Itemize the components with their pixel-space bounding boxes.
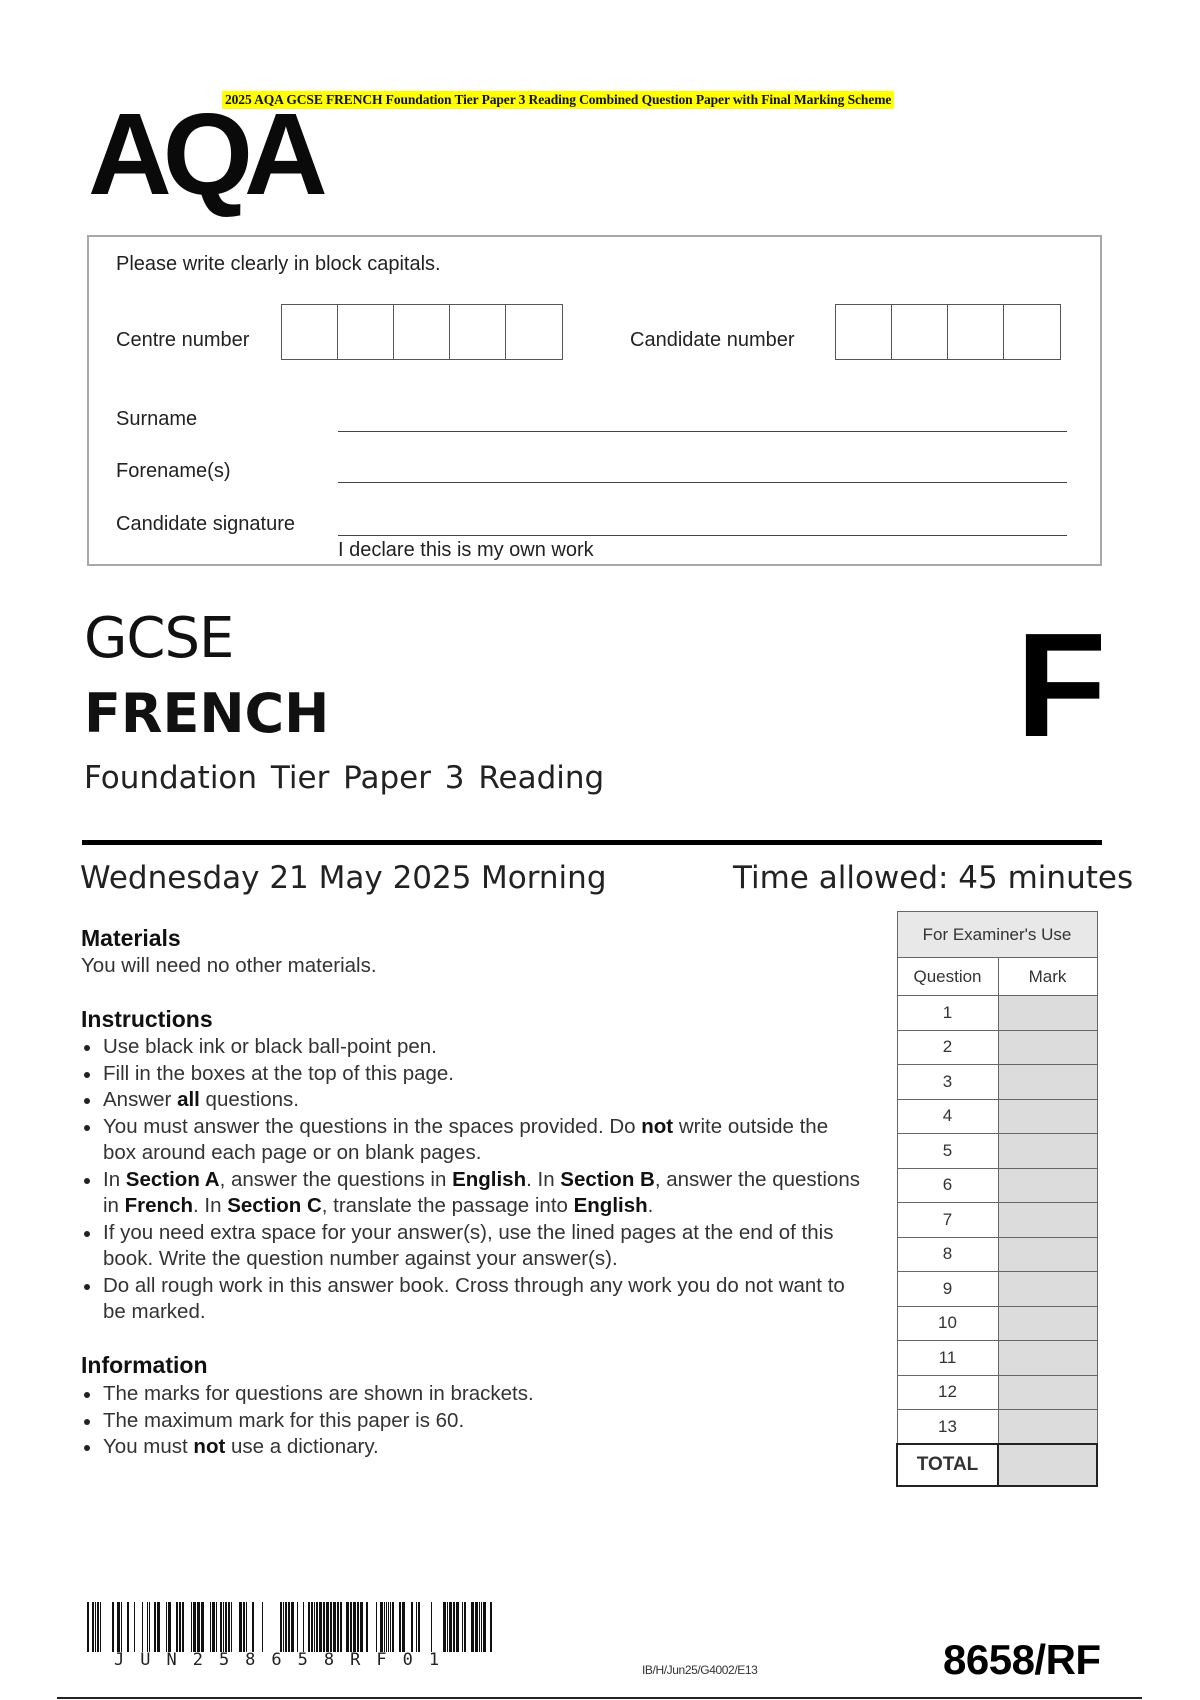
barcode-bar	[288, 1602, 290, 1652]
mark-cell	[998, 1203, 1097, 1238]
centre-number-boxes[interactable]	[281, 304, 563, 360]
mark-cell	[998, 1168, 1097, 1203]
barcode-bar	[490, 1602, 492, 1652]
instruction-item: Fill in the boxes at the top of this page.	[81, 1061, 861, 1088]
barcode-bar	[201, 1602, 204, 1652]
barcode-bar	[350, 1602, 352, 1652]
centre-number-digit-box[interactable]	[450, 305, 506, 359]
forename-field[interactable]	[338, 482, 1067, 483]
question-number-cell: 4	[897, 1099, 998, 1134]
declaration-text: I declare this is my own work	[338, 539, 594, 561]
question-number-cell: 6	[897, 1168, 998, 1203]
examiner-table-title: For Examiner's Use	[897, 912, 1097, 958]
barcode-bar	[316, 1602, 318, 1652]
instructions-list	[81, 1034, 861, 1326]
barcode-bar	[311, 1602, 313, 1652]
reference-code: IB/H/Jun25/G4002/E13	[642, 1663, 758, 1677]
candidate-number-label: Candidate number	[630, 329, 795, 351]
barcode-bar	[134, 1602, 135, 1652]
examiner-table-row	[897, 1168, 1097, 1203]
mark-column-header: Mark	[998, 958, 1097, 996]
exam-date: Wednesday 21 May 2025	[80, 860, 472, 896]
barcode-bar	[340, 1602, 342, 1652]
instruction-item: In Section A, answer the questions in English. In Section B, answer the questions in French. In Section C, translate the passage into English.	[81, 1167, 861, 1220]
examiner-table-row	[897, 1099, 1097, 1134]
barcode-bar	[392, 1602, 394, 1652]
question-number-cell: 7	[897, 1203, 998, 1238]
barcode-bar	[87, 1602, 89, 1652]
divider	[82, 840, 1102, 845]
question-number-cell: 5	[897, 1134, 998, 1169]
barcode-bar	[157, 1602, 160, 1652]
barcode-bar	[223, 1602, 224, 1652]
question-number-cell: 13	[897, 1410, 998, 1445]
barcode-bar	[431, 1602, 432, 1652]
barcode-bar	[453, 1602, 455, 1652]
barcode-bar	[303, 1602, 304, 1652]
instruction-item: Do all rough work in this answer book. Cross through any work you do not want to be marked.	[81, 1273, 861, 1326]
barcode-bar	[191, 1602, 192, 1652]
candidate-number-digit-box[interactable]	[836, 305, 892, 359]
barcode-bar	[443, 1602, 446, 1652]
information-item: The marks for questions are shown in brackets.	[81, 1381, 861, 1408]
barcode-bar	[333, 1602, 336, 1652]
instruction-item: Answer all questions.	[81, 1087, 861, 1114]
paper-title: Foundation Tier Paper 3 Reading	[84, 760, 605, 796]
barcode-bar	[182, 1602, 184, 1652]
barcode-bar	[283, 1602, 284, 1652]
barcode-bar	[210, 1602, 211, 1652]
candidate-number-boxes[interactable]	[835, 304, 1061, 360]
barcode-bar	[366, 1602, 368, 1652]
question-number-cell: 11	[897, 1341, 998, 1376]
barcode-bar	[319, 1602, 322, 1652]
barcode-bar	[386, 1602, 387, 1652]
barcode-bar	[456, 1602, 459, 1652]
question-number-cell: 1	[897, 996, 998, 1031]
instruction-item: You must answer the questions in the spaces provided. Do not write outside the box around each page or on blank pages.	[81, 1114, 861, 1167]
mark-cell	[998, 1099, 1097, 1134]
candidate-number-digit-box[interactable]	[1004, 305, 1060, 359]
materials-text: You will need no other materials.	[81, 954, 377, 977]
barcode-bar	[388, 1602, 389, 1652]
forename-label: Forename(s)	[116, 460, 231, 482]
barcode-bar	[216, 1602, 217, 1652]
barcode-bar	[376, 1602, 377, 1652]
barcode-bar	[168, 1602, 171, 1652]
barcode-bar	[166, 1602, 167, 1652]
barcode-bar	[449, 1602, 452, 1652]
question-number-cell: 9	[897, 1272, 998, 1307]
barcode-bar	[176, 1602, 178, 1652]
examiner-table-row	[897, 1306, 1097, 1341]
signature-field[interactable]	[338, 535, 1067, 536]
barcode-bar	[121, 1602, 122, 1652]
barcode-bar	[95, 1602, 96, 1652]
centre-number-digit-box[interactable]	[282, 305, 338, 359]
examiner-table-row	[897, 1065, 1097, 1100]
barcode-bar	[100, 1602, 101, 1652]
surname-label: Surname	[116, 408, 198, 430]
mark-cell	[998, 1272, 1097, 1307]
barcode-bar	[323, 1602, 325, 1652]
information-item: You must not use a dictionary.	[81, 1434, 861, 1461]
examiner-table-row	[897, 1410, 1097, 1445]
barcode-bar	[337, 1602, 339, 1652]
paper-code: 8658/RF	[943, 1636, 1101, 1683]
exam-session: Morning	[481, 860, 607, 896]
barcode-bar	[112, 1602, 114, 1652]
barcode-bar	[357, 1602, 359, 1652]
barcode-bar	[243, 1602, 245, 1652]
barcode-bar	[308, 1602, 310, 1652]
barcode-bar	[464, 1602, 466, 1652]
examiner-table-row	[897, 1375, 1097, 1410]
barcode-bar	[479, 1602, 480, 1652]
instruction-item: Use black ink or black ball-point pen.	[81, 1034, 861, 1061]
mark-cell	[998, 1134, 1097, 1169]
barcode-bar	[280, 1602, 282, 1652]
question-number-cell: 3	[897, 1065, 998, 1100]
barcode-bar	[481, 1602, 482, 1652]
barcode-bar	[147, 1602, 148, 1652]
barcode-bar	[330, 1602, 332, 1652]
instructions-heading: Instructions	[81, 1006, 213, 1032]
examiner-table-row	[897, 1134, 1097, 1169]
barcode-bar	[231, 1602, 232, 1652]
barcode-bar	[360, 1602, 363, 1652]
information-list	[81, 1381, 861, 1461]
signature-label: Candidate signature	[116, 513, 296, 535]
question-number-cell: 10	[897, 1306, 998, 1341]
document-banner: 2025 AQA GCSE FRENCH Foundation Tier Paper 3 Reading Combined Question Paper with Final Marking Scheme	[222, 91, 894, 109]
barcode-bar	[117, 1602, 120, 1652]
mark-cell	[998, 1030, 1097, 1065]
materials-heading: Materials	[81, 925, 181, 951]
barcode-bar	[197, 1602, 200, 1652]
question-number-cell: 8	[897, 1237, 998, 1272]
centre-number-digit-box[interactable]	[506, 305, 562, 359]
footer-rule	[57, 1697, 1142, 1699]
examiner-table-row	[897, 1272, 1097, 1307]
mark-cell	[998, 1237, 1097, 1272]
barcode-bar	[353, 1602, 356, 1652]
barcode	[87, 1602, 497, 1652]
total-mark-cell	[998, 1444, 1097, 1486]
instruction-item: If you need extra space for your answer(s), use the lined pages at the end of this book. Write the question number against your answer(s).	[81, 1220, 861, 1273]
barcode-bar	[252, 1602, 254, 1652]
mark-cell	[998, 1341, 1097, 1376]
barcode-bar	[326, 1602, 329, 1652]
total-label: TOTAL	[897, 1444, 998, 1486]
barcode-bar	[220, 1602, 222, 1652]
barcode-bar	[262, 1602, 263, 1652]
barcode-bar	[297, 1602, 298, 1652]
barcode-bar	[225, 1602, 227, 1652]
barcode-bar	[346, 1602, 349, 1652]
form-instruction: Please write clearly in block capitals.	[116, 253, 441, 275]
aqa-logo: AQA	[88, 89, 319, 219]
barcode-bar	[142, 1602, 143, 1652]
barcode-bar	[402, 1602, 405, 1652]
barcode-bar	[483, 1602, 486, 1652]
barcode-bar	[314, 1602, 315, 1652]
examiner-table-row	[897, 1203, 1097, 1238]
barcode-bar	[212, 1602, 215, 1652]
mark-cell	[998, 996, 1097, 1031]
mark-cell	[998, 1306, 1097, 1341]
barcode-bar	[475, 1602, 478, 1652]
examiner-use-table	[896, 911, 1098, 1487]
examiner-table-row	[897, 1237, 1097, 1272]
time-allowed: Time allowed: 45 minutes	[733, 860, 1134, 896]
examiner-table-row	[897, 1341, 1097, 1376]
centre-number-digit-box[interactable]	[394, 305, 450, 359]
mark-cell	[998, 1410, 1097, 1445]
barcode-bar	[228, 1602, 230, 1652]
barcode-bar	[291, 1602, 294, 1652]
barcode-bar	[418, 1602, 420, 1652]
examiner-table-row	[897, 1030, 1097, 1065]
barcode-bar	[239, 1602, 242, 1652]
barcode-bar	[390, 1602, 391, 1652]
question-number-cell: 2	[897, 1030, 998, 1065]
mark-cell	[998, 1375, 1097, 1410]
barcode-bar	[179, 1602, 181, 1652]
tier-letter: F	[1016, 603, 1107, 768]
barcode-bar	[154, 1602, 156, 1652]
barcode-bar	[384, 1602, 385, 1652]
barcode-bar	[92, 1602, 94, 1652]
centre-number-label: Centre number	[116, 329, 250, 351]
question-column-header: Question	[897, 958, 998, 996]
barcode-bar	[246, 1602, 247, 1652]
question-number-cell: 12	[897, 1375, 998, 1410]
barcode-text: JUN258658RF01	[114, 1650, 456, 1670]
barcode-bar	[193, 1602, 196, 1652]
examiner-table-row	[897, 996, 1097, 1031]
surname-field[interactable]	[338, 431, 1067, 432]
subject-title: FRENCH	[84, 682, 330, 745]
barcode-bar	[285, 1602, 287, 1652]
barcode-bar	[380, 1602, 383, 1652]
barcode-bar	[97, 1602, 99, 1652]
information-item: The maximum mark for this paper is 60.	[81, 1408, 861, 1435]
candidate-number-digit-box[interactable]	[892, 305, 948, 359]
barcode-bar	[399, 1602, 401, 1652]
barcode-bar	[447, 1602, 448, 1652]
barcode-bar	[471, 1602, 474, 1652]
barcode-bar	[416, 1602, 417, 1652]
centre-number-digit-box[interactable]	[338, 305, 394, 359]
barcode-bar	[411, 1602, 413, 1652]
qualification-title: GCSE	[84, 606, 234, 671]
information-heading: Information	[81, 1352, 208, 1378]
barcode-bar	[127, 1602, 129, 1652]
barcode-bar	[149, 1602, 150, 1652]
candidate-number-digit-box[interactable]	[948, 305, 1004, 359]
mark-cell	[998, 1065, 1097, 1100]
barcode-bar	[462, 1602, 463, 1652]
